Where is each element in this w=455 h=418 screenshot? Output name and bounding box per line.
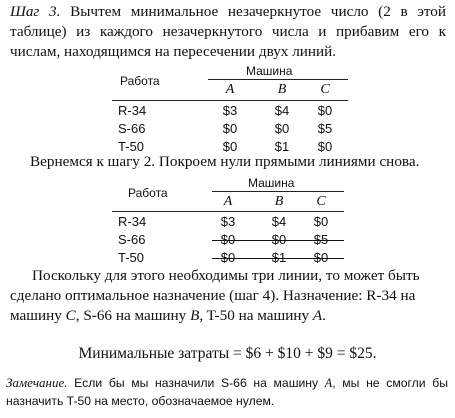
conclusion-paragraph <box>10 266 446 326</box>
conclusion-text: , T-50 на машину <box>199 307 313 324</box>
table-header-rule <box>112 211 344 212</box>
cover-line-s66 <box>212 240 344 241</box>
table-header-rule <box>112 100 348 101</box>
table-cell: $0 <box>313 214 329 229</box>
machine-var-a: A <box>312 307 323 324</box>
row-label: S-66 <box>118 121 146 136</box>
table-cell: $0 <box>317 139 333 154</box>
column-header-b: B <box>274 194 284 209</box>
machine-header: Машина <box>246 64 293 78</box>
table-cell: $4 <box>274 103 290 118</box>
return-to-step2-text: Вернемся к шагу 2. Покроем нули прямыми линиями снова. <box>30 153 420 170</box>
assignment-table-1 <box>0 62 455 154</box>
machine-header-rule <box>212 191 344 192</box>
job-header: Работа <box>120 74 160 88</box>
row-label: T-50 <box>118 139 145 154</box>
column-header-a: A <box>223 194 233 209</box>
conclusion-text: машину <box>10 307 66 324</box>
min-cost-formula: Минимальные затраты = $6 + $10 + $9 = $25. <box>78 345 377 362</box>
note-text: Если бы мы назначили S-66 на машину <box>67 376 325 390</box>
table-cell: $0 <box>222 139 238 154</box>
assignment-table-2 <box>0 174 455 264</box>
cover-line-t50 <box>212 258 344 259</box>
conclusion-text: , S-66 на машину <box>75 307 191 324</box>
row-label: R-34 <box>118 214 147 229</box>
conclusion-line-2: сделано оптимальное назначение (шаг 4). Назначение: R-34 на <box>10 287 416 304</box>
table-cell: $3 <box>222 103 238 118</box>
row-label: S-66 <box>118 232 146 247</box>
column-header-b: B <box>277 82 287 97</box>
note-text: , мы не смогли бы назначить T-50 на место, обозначаемое нулем. <box>6 376 448 408</box>
conclusion-line-3 <box>10 306 446 326</box>
column-header-c: C <box>316 194 326 209</box>
machine-header: Машина <box>248 176 295 190</box>
table-cell: $0 <box>317 103 333 118</box>
job-header: Работа <box>128 186 168 200</box>
machine-var-b: B <box>190 307 200 324</box>
table-cell: $4 <box>271 214 287 229</box>
conclusion-line-1: Поскольку для этого необходимы три линии, то может быть <box>32 267 420 284</box>
step3-text: Вычтем минимальное незачеркнутое число (2 в этой таблице) из каждого незачеркнутого числа и прибавим его к числам, находящимся на пересечении двух линий. <box>10 3 446 60</box>
column-header-c: C <box>320 82 330 97</box>
step-label: Шаг 3. <box>10 3 61 20</box>
conclusion-text: . <box>322 307 326 324</box>
note-label: Замечание. <box>6 375 68 390</box>
note-paragraph <box>6 374 448 410</box>
table-cell: $3 <box>220 214 236 229</box>
column-header-a: A <box>225 82 235 97</box>
step3-paragraph <box>10 2 446 62</box>
row-label: T-50 <box>118 250 145 265</box>
table-cell: $0 <box>274 121 290 136</box>
table-cell: $5 <box>317 121 333 136</box>
table-cell: $0 <box>222 121 238 136</box>
machine-header-rule <box>208 79 348 80</box>
table-cell: $1 <box>274 139 290 154</box>
machine-var-a: A <box>324 376 333 390</box>
row-label: R-34 <box>118 103 147 118</box>
machine-var-c: C <box>65 307 76 324</box>
